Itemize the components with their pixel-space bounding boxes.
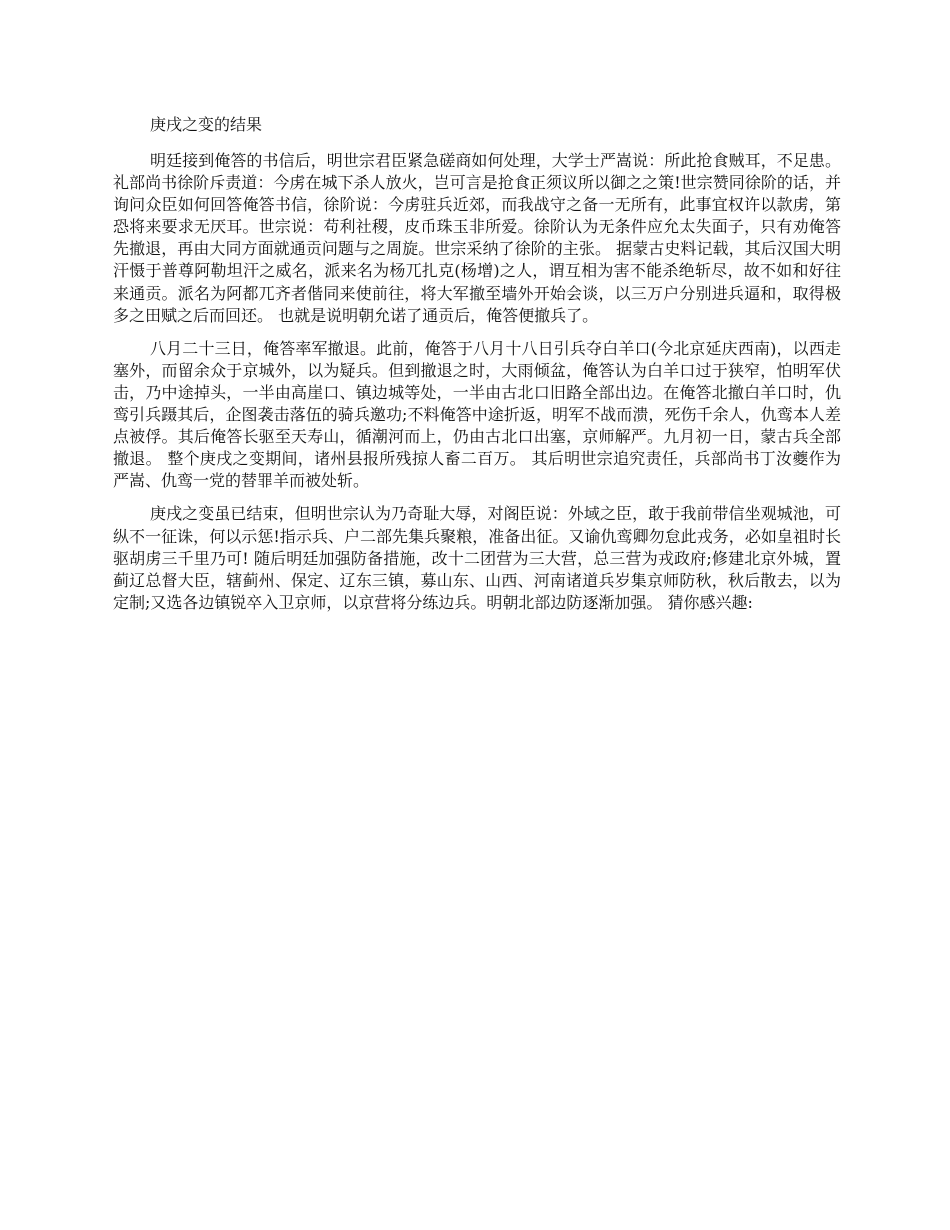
paragraph-1: 明廷接到俺答的书信后，明世宗君臣紧急磋商如何处理，大学士严嵩说：所此抢食贼耳，不足患。礼部尚书徐阶斥责道：今虏在城下杀人放火，岂可言是抢食正须议所以御之之策!世宗赞同徐阶的话，并询问众臣如何回答俺答书信，徐阶说：今虏驻兵近郊，而我战守之备一无所有，此事宜权许以款虏，第恐将来要求无厌耳。世宗说：苟利社稷，皮币珠玉非所爱。徐阶认为无条件应允太失面子，只有劝俺答先撤退，再由大同方面就通贡问题与之周旋。世宗采纳了徐阶的主张。 据蒙古史料记载，其后汉国大明汗慑于普尊阿勒坦汗之威名，派来名为杨兀扎克(杨增)之人，谓互相为害不能杀绝斩尽，故不如和好往来通贡。派名为阿都兀齐者偕同来使前往，将大军撤至墙外开始会谈，以三万户分别进兵逼和，取得极多之田赋之后而回还。 也就是说明朝允诺了通贡后，俺答便撤兵了。 [113,151,841,325]
document-page [113,114,841,625]
document-title: 庚戌之变的结果 [150,115,263,134]
paragraph-2: 八月二十三日，俺答率军撤退。此前，俺答于八月十八日引兵夺白羊口(今北京延庆西南)，以西走塞外，而留余众于京城外，以为疑兵。但到撤退之时，大雨倾盆，俺答认为白羊口过于狭窄，怕明军伏击，乃中途掉头，一半由高崖口、镇边城等处，一半由古北口旧路全部出边。在俺答北撤白羊口时，仇鸾引兵蹑其后，企图袭击落伍的骑兵邀功;不料俺答中途折返，明军不战而溃，死伤千余人，仇鸾本人差点被俘。其后俺答长驱至天寿山，循潮河而上，仍由古北口出塞，京师解严。九月初一日，蒙古兵全部撤退。 整个庚戌之变期间，诸州县报所残掠人畜二百万。 其后明世宗追究责任，兵部尚书丁汝夔作为严嵩、仇鸾一党的替罪羊而被处斩。 [113,338,841,491]
paragraph-3: 庚戌之变虽已结束，但明世宗认为乃奇耻大辱，对阁臣说：外域之臣，敢于我前带信坐观城池，可纵不一征诛，何以示惩!指示兵、户二部先集兵聚粮，准备出征。又谕仇鸾卿勿怠此戎务，必如皇祖时长驱胡虏三千里乃可! 随后明廷加强防备措施，改十二团营为三大营，总三营为戎政府;修建北京外城，置蓟辽总督大臣，辖蓟州、保定、辽东三镇，募山东、山西、河南诸道兵岁集京师防秋，秋后散去，以为定制;又选各边镇锐卒入卫京师，以京营将分练边兵。明朝北部边防逐渐加强。 猜你感兴趣: [113,504,841,612]
